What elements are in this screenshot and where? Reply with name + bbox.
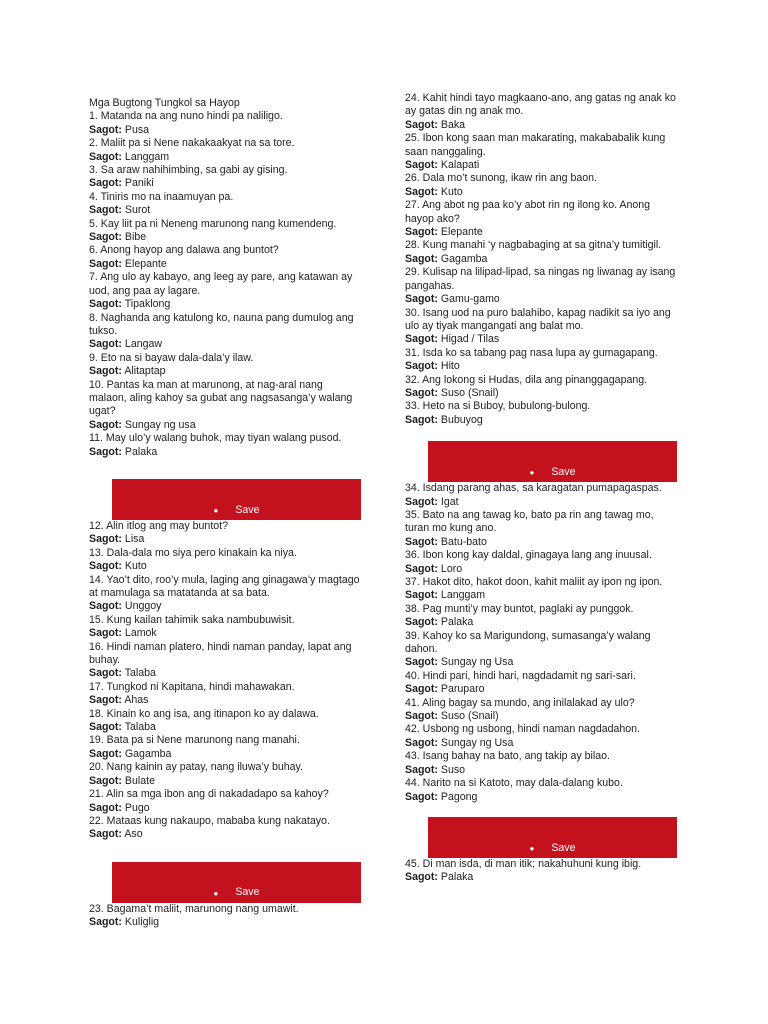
riddle-question: 45. Di man isda, di man itik; nakahuhuni kung ibig.	[405, 857, 642, 870]
answer-label: Sagot:	[89, 828, 122, 841]
riddle-question: 37. Hakot dito, hakot doon, kahit maliit ay ipon ng ipon.	[405, 576, 663, 588]
save-button[interactable]	[428, 817, 677, 858]
riddle-answer	[405, 293, 677, 306]
answer-label: Sagot:	[89, 231, 122, 244]
answer-value: Palaka	[440, 871, 474, 884]
riddle-question: 27. Ang abot ng paa ko’y abot rin ng ilong ko. Anong hayop ako?	[405, 199, 651, 225]
answer-label: Sagot:	[89, 694, 122, 707]
riddle-answer	[405, 589, 677, 602]
answer-label: Sagot:	[405, 763, 438, 776]
riddle-question: 19. Bata pa si Nene marunong nang manahi.	[89, 734, 300, 747]
riddle-question: 6. Anong hayop ang dalawa ang buntot?	[89, 244, 279, 257]
riddle-question: 31. Isda ko sa tabang pag nasa lupa ay gumagapang.	[405, 346, 658, 359]
riddle-question: 3. Sa araw nahihimbing, sa gabi ay gising.	[89, 164, 288, 177]
answer-label: Sagot:	[89, 801, 122, 814]
riddle-answer	[405, 710, 677, 723]
riddle-question: 30. Isang uod na puro balahibo, kapag nadikit sa iyo ang ulo ay tiyak mangangati ang balat mo.	[405, 306, 671, 332]
riddle-question: 20. Nang kainin ay patay, nang iluwa’y buhay.	[89, 761, 303, 774]
answer-label: Sagot:	[89, 667, 122, 680]
riddle-answer	[405, 737, 677, 750]
riddle-question: 44. Narito na si Katoto, may dala-dalang kubo.	[405, 777, 623, 790]
riddle-question: 14. Yao’t dito, roo’y mula, laging ang ginagawa’y magtago at mamulaga sa matatanda at sa bata.	[89, 573, 360, 599]
riddle-answer	[405, 159, 677, 172]
riddle-answer	[405, 186, 677, 199]
answer-value: Baka	[440, 118, 466, 131]
answer-value: Suso (Snail)	[440, 710, 499, 723]
answer-label: Sagot:	[89, 257, 122, 270]
answer-label: Sagot:	[405, 562, 438, 575]
answer-value: Kuto	[124, 560, 147, 573]
answer-label: Sagot:	[89, 560, 122, 573]
answer-value: Kalapati	[440, 159, 480, 172]
riddle-question: 28. Kung manahi ‘y nagbabaging at sa gitna’y tumitigil.	[405, 239, 662, 252]
answer-label: Sagot:	[89, 177, 122, 190]
answer-label: Sagot:	[405, 871, 438, 884]
answer-value: Pusa	[124, 123, 150, 136]
answer-value: Unggoy	[124, 600, 162, 613]
riddle-question: 21. Alin sa mga ibon ang di nakadadapo sa kahoy?	[89, 788, 329, 801]
answer-value: Loro	[440, 562, 463, 575]
riddle-question: 11. May ulo’y walang buhok, may tiyan walang pusod.	[89, 432, 342, 445]
answer-label: Sagot:	[89, 747, 122, 760]
save-label: Save	[235, 886, 260, 899]
riddle-question: 34. Isdang parang ahas, sa karagatan pumapagaspas.	[405, 482, 662, 495]
answer-value: Paniki	[124, 177, 154, 190]
riddle-answer	[405, 616, 677, 629]
answer-label: Sagot:	[89, 365, 122, 378]
answer-label: Sagot:	[405, 790, 438, 803]
riddle-question: 9. Eto na si bayaw dala-dala’y ilaw.	[89, 351, 254, 364]
riddle-answer	[89, 627, 361, 640]
answer-label: Sagot:	[405, 736, 438, 749]
answer-label: Sagot:	[89, 338, 122, 351]
right-column	[405, 92, 677, 885]
riddle-question: 35. Bato na ang tawag ko, bato pa rin ang tawag mo, turan mo kung ano.	[405, 508, 654, 535]
riddle-question: 2. Maliit pa si Nene nakakaakyat na sa tore.	[89, 137, 295, 150]
answer-label: Sagot:	[405, 413, 438, 426]
answer-value: Hito	[440, 360, 460, 373]
bullet-icon: ●	[213, 505, 219, 515]
riddle-answer	[89, 338, 361, 351]
answer-label: Sagot:	[405, 683, 438, 696]
save-button[interactable]	[112, 862, 361, 903]
riddle-question: 15. Kung kailan tahimik saka nambubuwisit.	[89, 613, 295, 626]
riddle-answer	[89, 916, 361, 929]
riddle-answer	[89, 600, 361, 613]
riddle-question: 8. Naghanda ang katulong ko, nauna pang dumulog ang tukso.	[89, 311, 354, 337]
riddle-question: 29. Kulisap na lilipad-lipad, sa ningas ng liwanag ay isang pangahas.	[405, 266, 676, 292]
riddle-question: 5. Kay liit pa ni Neneng marunong nang kumendeng.	[89, 217, 337, 230]
riddle-answer	[89, 124, 361, 137]
riddle-question: 13. Dala-dala mo siya pero kinakain ka niya.	[89, 546, 297, 559]
save-label: Save	[551, 841, 576, 854]
answer-value: Talaba	[124, 721, 156, 734]
answer-label: Sagot:	[89, 204, 122, 217]
answer-label: Sagot:	[89, 774, 122, 787]
riddle-answer	[89, 151, 361, 164]
answer-label: Sagot:	[405, 226, 438, 239]
riddle-answer	[405, 496, 677, 509]
answer-label: Sagot:	[405, 118, 438, 131]
answer-value: Batu-bato	[440, 535, 487, 548]
answer-label: Sagot:	[89, 533, 122, 546]
answer-value: Pugo	[124, 801, 150, 814]
answer-label: Sagot:	[89, 721, 122, 734]
answer-value: Bulate	[124, 774, 155, 787]
answer-label: Sagot:	[89, 445, 122, 458]
riddle-answer	[89, 231, 361, 244]
riddle-answer	[89, 177, 361, 190]
save-label: Save	[235, 503, 260, 516]
answer-label: Sagot:	[405, 656, 438, 669]
riddle-answer	[405, 226, 677, 239]
riddle-question: 33. Heto na si Buboy, bubulong-bulong.	[405, 400, 591, 413]
riddle-answer	[89, 828, 361, 841]
riddle-answer	[89, 446, 361, 459]
answer-value: Lamok	[124, 627, 157, 640]
riddle-answer	[405, 119, 677, 132]
riddle-answer	[405, 683, 677, 696]
riddle-answer	[405, 656, 677, 669]
riddle-question: 38. Pag munti’y may buntot, paglaki ay punggok.	[405, 602, 634, 615]
answer-value: Sungay ng Usa	[440, 656, 514, 669]
riddle-question: 12. Alin itlog ang may buntot?	[89, 519, 228, 532]
bullet-icon: ●	[213, 888, 219, 898]
riddle-answer	[89, 533, 361, 546]
answer-label: Sagot:	[405, 386, 438, 399]
answer-label: Sagot:	[89, 298, 122, 311]
riddle-answer	[89, 298, 361, 311]
answer-value: Gamu-gamo	[440, 293, 500, 306]
riddle-answer	[405, 414, 677, 427]
riddle-question: 25. Ibon kong saan man makarating, makababalik kung saan nanggaling.	[405, 132, 666, 158]
riddle-answer	[89, 694, 361, 707]
answer-label: Sagot:	[405, 589, 438, 602]
riddle-answer	[89, 204, 361, 217]
riddle-question: 7. Ang ulo ay kabayo, ang leeg ay pare, ang katawan ay uod, ang paa ay lagare.	[89, 271, 353, 297]
answer-value: Aso	[124, 828, 143, 841]
riddle-question: 16. Hindi naman platero, hindi naman panday, lapat ang buhay.	[89, 640, 352, 667]
document-title: Mga Bugtong Tungkol sa Hayop	[89, 97, 240, 109]
riddle-question: 32. Ang lokong si Hudas, dila ang pinanggagapang.	[405, 373, 648, 386]
answer-value: Alitaptap	[124, 365, 166, 378]
riddle-answer	[405, 563, 677, 576]
riddle-question: 18. Kinain ko ang isa, ang itinapon ko ay dalawa.	[89, 707, 319, 720]
riddle-question: 17. Tungkod ni Kapitana, hindi mahawakan.	[89, 680, 295, 693]
answer-value: Gagamba	[124, 747, 172, 760]
answer-value: Bubuyog	[440, 413, 483, 426]
riddle-question: 36. Ibon kong kay daldal, ginagaya lang ang inuusal.	[405, 549, 652, 562]
answer-value: Kuto	[440, 185, 463, 198]
answer-label: Sagot:	[405, 535, 438, 548]
answer-label: Sagot:	[405, 710, 438, 723]
riddle-answer	[89, 748, 361, 761]
answer-label: Sagot:	[405, 360, 438, 373]
riddle-answer	[89, 365, 361, 378]
save-button[interactable]	[428, 441, 677, 482]
riddle-answer	[89, 667, 361, 680]
save-label: Save	[551, 465, 576, 478]
riddle-question: 23. Bagama’t maliit, marunong nang umawit.	[89, 902, 299, 915]
answer-value: Igat	[440, 495, 459, 508]
riddle-answer	[89, 802, 361, 815]
riddle-answer	[405, 871, 677, 884]
riddle-answer	[405, 536, 677, 549]
answer-label: Sagot:	[405, 333, 438, 346]
answer-value: Elepante	[124, 257, 167, 270]
riddle-question: 43. Isang bahay na bato, ang takip ay bilao.	[405, 750, 610, 763]
answer-value: Langgam	[440, 589, 486, 602]
bullet-icon: ●	[529, 843, 535, 853]
answer-value: Surot	[124, 204, 151, 217]
riddle-answer	[405, 360, 677, 373]
answer-value: Langaw	[124, 338, 163, 351]
riddle-question: 42. Usbong ng usbong, hindi naman nagdadahon.	[405, 723, 641, 736]
riddle-answer	[405, 387, 677, 400]
riddle-answer	[405, 333, 677, 346]
riddle-question: 24. Kahit hindi tayo magkaano-ano, ang gatas ng anak ko ay gatas din ng anak mo.	[405, 92, 676, 118]
answer-value: Palaka	[440, 616, 474, 629]
answer-label: Sagot:	[89, 600, 122, 613]
answer-label: Sagot:	[89, 150, 122, 163]
answer-value: Sungay ng Usa	[440, 736, 514, 749]
answer-label: Sagot:	[89, 418, 122, 431]
answer-label: Sagot:	[405, 293, 438, 306]
riddle-question: 10. Pantas ka man at marunong, at nag-aral nang malaon, aling kahoy sa gubat ang nagsasanga’y walang ugat?	[89, 378, 353, 418]
answer-value: Palaka	[124, 445, 158, 458]
answer-value: Paruparo	[440, 683, 485, 696]
answer-value: Kuliglig	[124, 916, 160, 929]
answer-label: Sagot:	[405, 252, 438, 265]
answer-value: Pagong	[440, 790, 478, 803]
answer-value: Suso (Snail)	[440, 386, 499, 399]
answer-value: Gagamba	[440, 252, 488, 265]
answer-label: Sagot:	[405, 616, 438, 629]
save-button[interactable]	[112, 479, 361, 520]
answer-label: Sagot:	[405, 495, 438, 508]
riddle-answer	[89, 419, 361, 432]
riddle-answer	[89, 775, 361, 788]
answer-value: Suso	[440, 763, 466, 776]
riddle-question: 26. Dala mo’t sunong, ikaw rin ang baon.	[405, 172, 597, 185]
riddle-answer	[405, 791, 677, 804]
riddle-question: 40. Hindi pari, hindi hari, nagdadamit ng sari-sari.	[405, 669, 636, 682]
answer-value: Bibe	[124, 231, 147, 244]
answer-label: Sagot:	[89, 916, 122, 929]
answer-value: Elepante	[440, 226, 483, 239]
riddle-question: 22. Mataas kung nakaupo, mababa kung nakatayo.	[89, 814, 330, 827]
riddle-question: 39. Kahoy ko sa Marigundong, sumasanga’y walang dahon.	[405, 629, 651, 656]
answer-value: Langgam	[124, 150, 170, 163]
riddle-question: 4. Tiniris mo na inaamuyan pa.	[89, 190, 234, 203]
bullet-icon: ●	[529, 468, 535, 478]
answer-value: Tipaklong	[124, 298, 171, 311]
answer-label: Sagot:	[405, 185, 438, 198]
answer-label: Sagot:	[405, 159, 438, 172]
answer-label: Sagot:	[89, 123, 122, 136]
answer-value: Higad / Tilas	[440, 333, 500, 346]
riddle-answer	[89, 258, 361, 271]
left-column	[89, 97, 361, 930]
riddle-answer	[89, 721, 361, 734]
answer-value: Lisa	[124, 533, 145, 546]
riddle-answer	[89, 560, 361, 573]
riddle-answer	[405, 764, 677, 777]
answer-value: Ahas	[124, 694, 149, 707]
answer-value: Sungay ng usa	[124, 418, 196, 431]
answer-value: Talaba	[124, 667, 156, 680]
answer-label: Sagot:	[89, 627, 122, 640]
riddle-question: 41. Aling bagay sa mundo, ang inilalakad ay ulo?	[405, 696, 635, 709]
riddle-question: 1. Matanda na ang nuno hindi pa naliligo.	[89, 110, 283, 123]
riddle-answer	[405, 253, 677, 266]
